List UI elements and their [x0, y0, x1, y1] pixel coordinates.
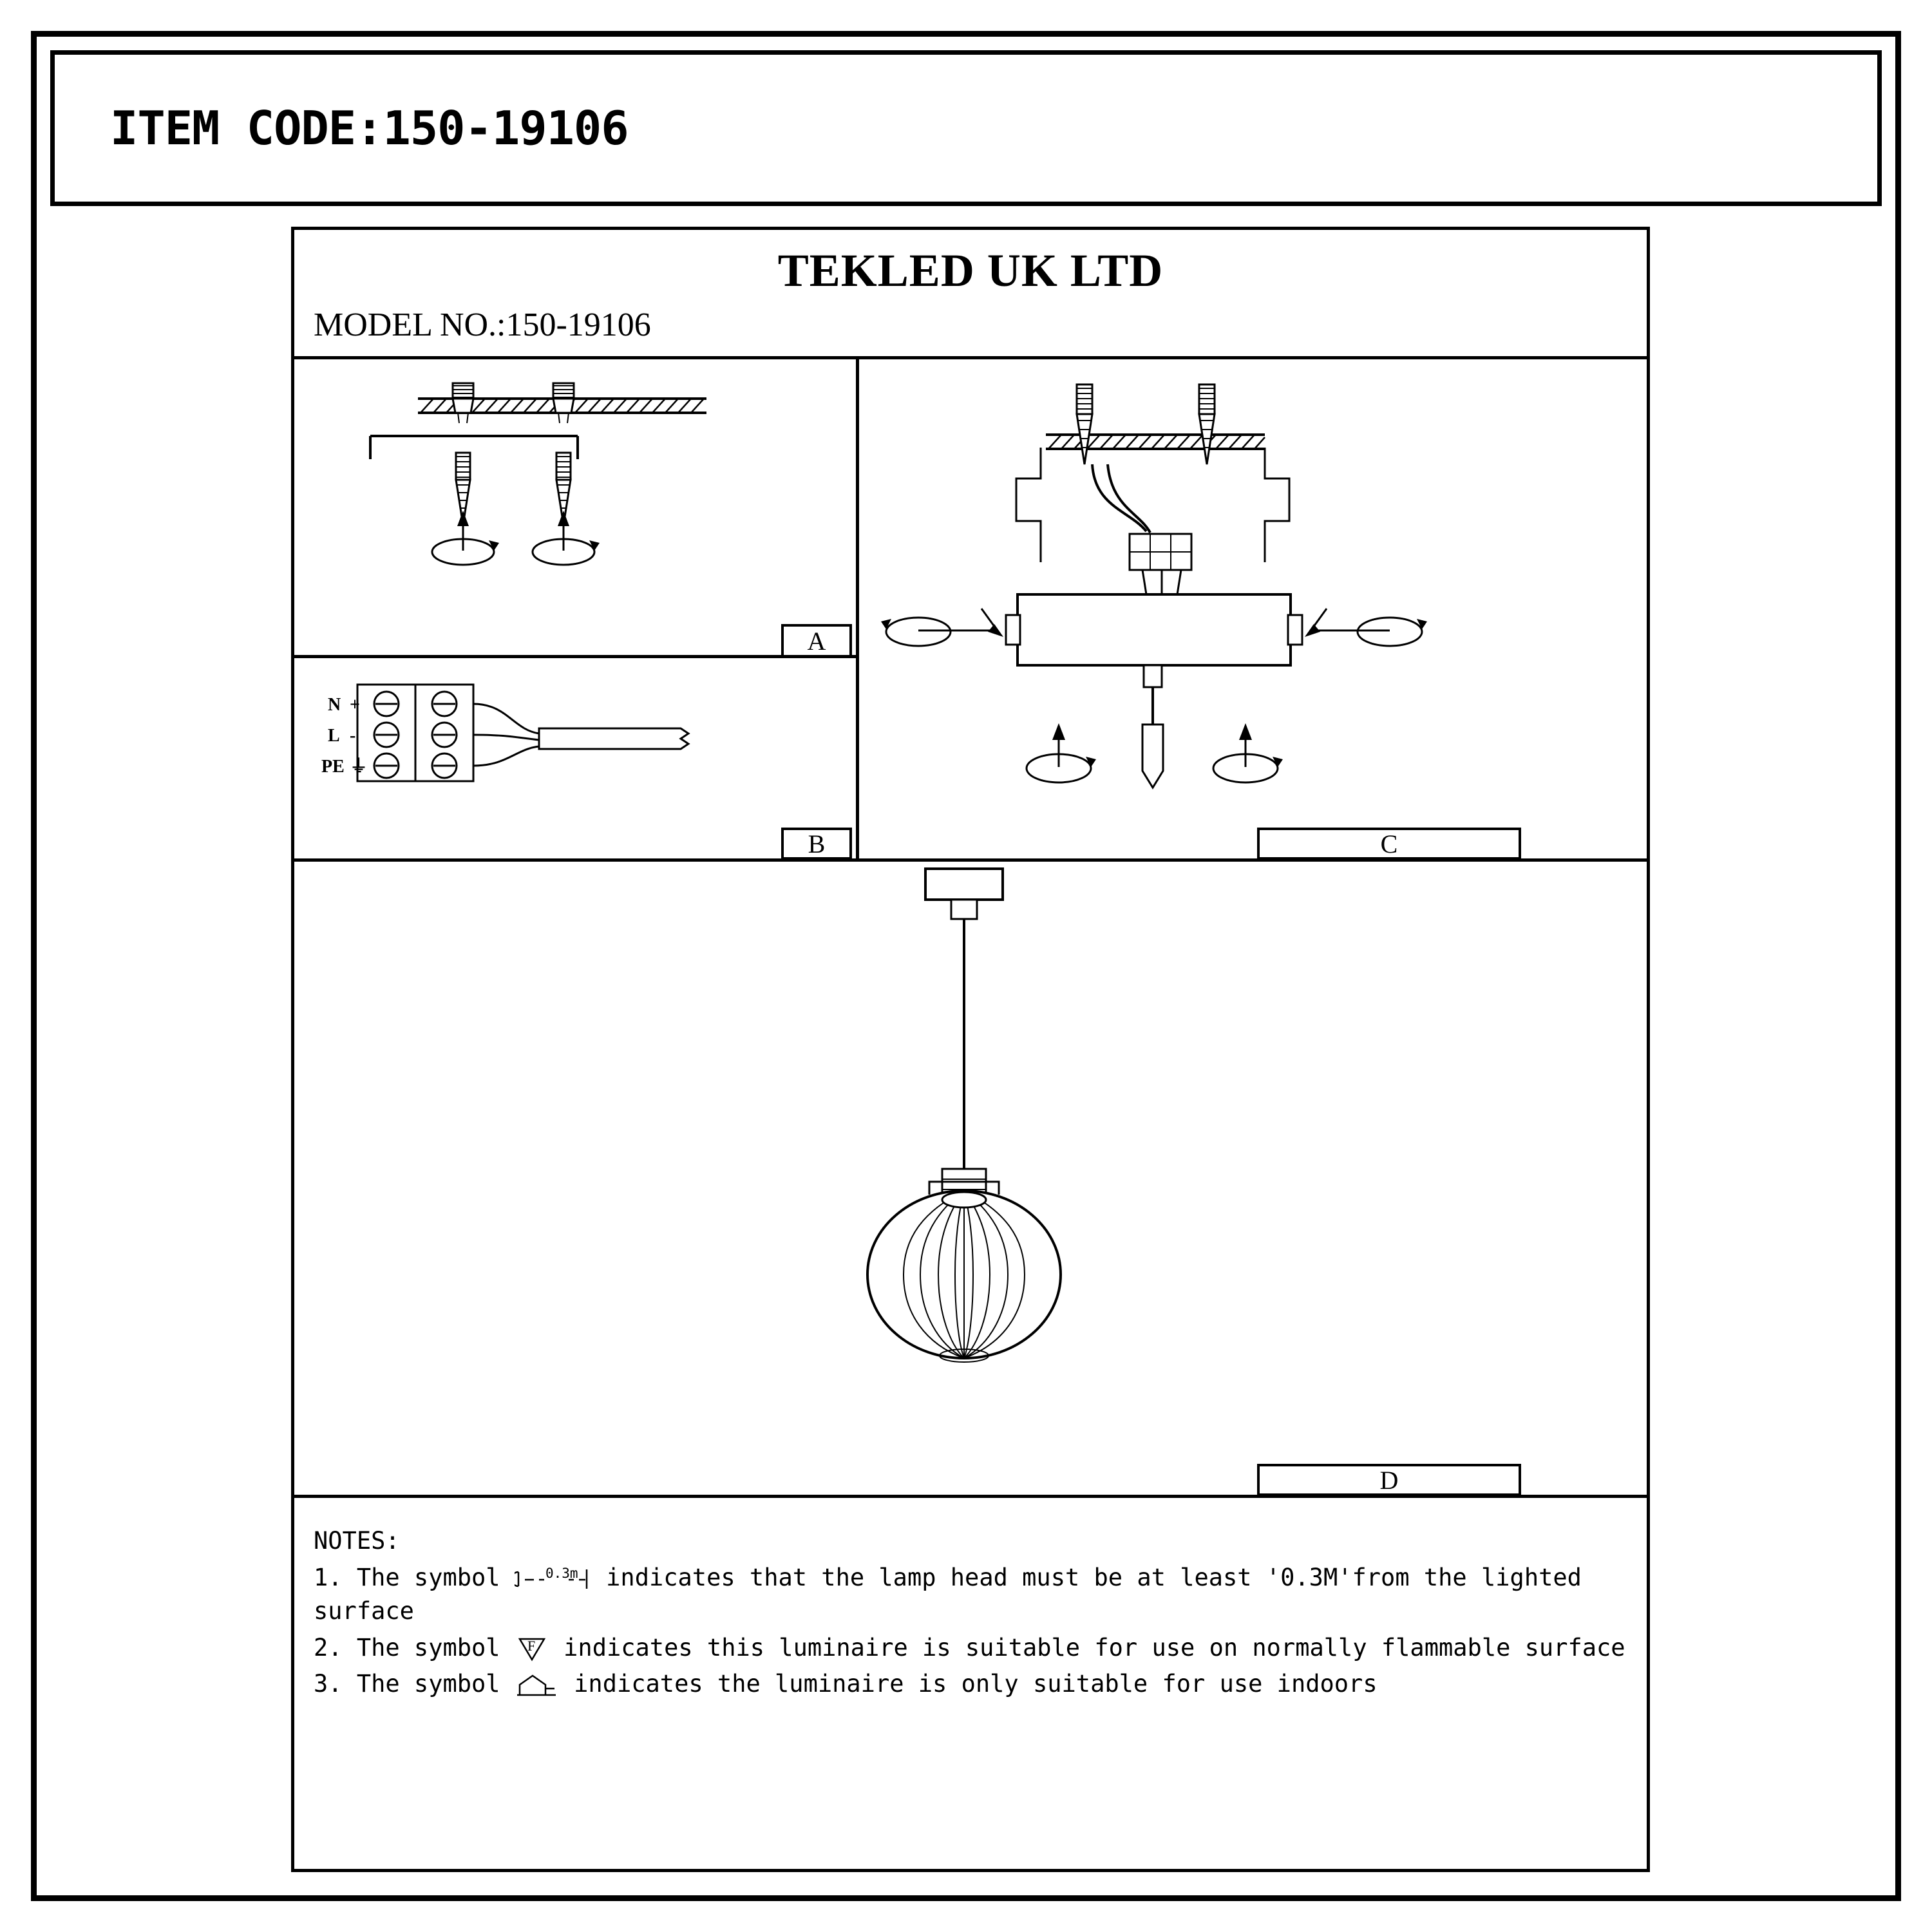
note-3-prefix: 3. The symbol [314, 1670, 500, 1698]
panel-a-illustration [294, 359, 856, 654]
min-distance-value: 0.3m [545, 1566, 578, 1582]
model-number: MODEL NO.:150-19106 [314, 307, 651, 343]
note-item-2 [314, 1631, 1627, 1665]
svg-text:+: + [350, 695, 360, 715]
svg-text:L: L [328, 726, 340, 746]
item-code-band [50, 50, 1882, 206]
note-2-suffix: indicates this luminaire is suitable for use on normally flammable surface [564, 1633, 1625, 1662]
indoor-use-house-icon [515, 1672, 560, 1699]
brand-title: TEKLED UK LTD [777, 245, 1164, 296]
svg-text:-: - [350, 726, 356, 746]
notes-title: NOTES: [314, 1527, 400, 1555]
panel-label-b-text: B [808, 829, 826, 858]
flammable-f-letter: F [527, 1638, 536, 1654]
note-item-3 [314, 1667, 1627, 1701]
panel-label-c-text: C [1380, 829, 1398, 858]
notes-block [314, 1524, 1627, 1701]
note-1-suffix: indicates that the lamp head must be at least '0.3M'from the lighted surface [314, 1563, 1582, 1625]
panel-d-illustration [294, 862, 1647, 1495]
panel-label-a-text: A [807, 626, 826, 656]
note-item-1 [314, 1561, 1627, 1629]
panel-label-c [1257, 828, 1521, 860]
panel-c-illustration [859, 359, 1647, 858]
panel-label-b [781, 828, 852, 860]
svg-text:PE: PE [321, 757, 345, 777]
note-3-suffix: indicates the luminaire is only suitable for use indoors [574, 1670, 1378, 1698]
panel-label-d-text: D [1379, 1465, 1399, 1495]
flammable-surface-f-icon [515, 1635, 549, 1662]
panel-label-d [1257, 1464, 1521, 1496]
item-code-text: ITEM CODE:150-19106 [110, 101, 629, 155]
note-1-prefix: 1. The symbol [314, 1563, 500, 1591]
svg-text:N: N [328, 695, 341, 715]
drawing-container [291, 227, 1650, 1872]
panel-b-illustration [294, 659, 856, 858]
note-2-prefix: 2. The symbol [314, 1633, 500, 1662]
divider-a-b [294, 655, 859, 658]
min-distance-icon [515, 1566, 592, 1591]
panel-label-a [781, 624, 852, 658]
svg-text:⏚: ⏚ [350, 757, 368, 777]
